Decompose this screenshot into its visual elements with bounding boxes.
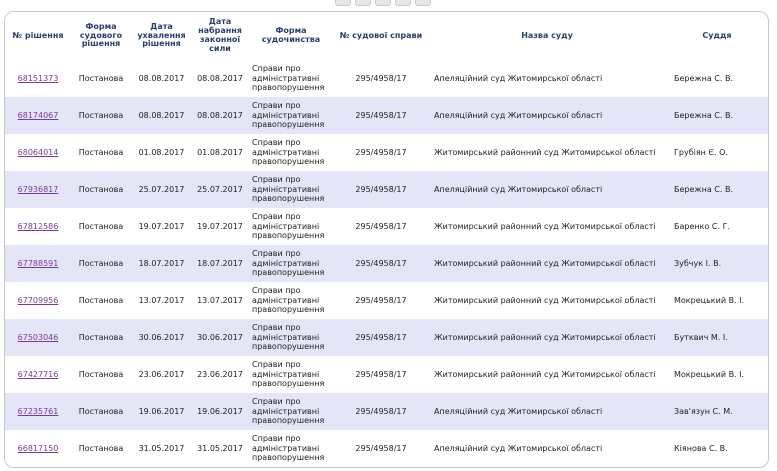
date-adopted-cell: 25.07.2017 <box>131 171 192 208</box>
case-number-cell: 295/4958/17 <box>334 171 428 208</box>
date-effective-cell: 13.07.2017 <box>192 282 248 319</box>
decision-number-link[interactable]: 66817150 <box>17 443 59 453</box>
decision-form-cell: Постанова <box>71 430 131 467</box>
decision-number-cell <box>5 134 71 171</box>
court-name-cell: Апеляційний суд Житомирської області <box>428 393 666 430</box>
proceeding-cell: Справи про адміністративні правопорушення <box>248 208 334 245</box>
date-adopted-cell: 01.08.2017 <box>131 134 192 171</box>
case-number-cell: 295/4958/17 <box>334 134 428 171</box>
court-name-cell: Житомирський районний суд Житомирської області <box>428 208 666 245</box>
col-header-date-effective[interactable]: Дата набрання законної сили <box>192 12 248 60</box>
decision-number-link[interactable]: 68064014 <box>17 147 59 157</box>
court-name-cell: Апеляційний суд Житомирської області <box>428 60 666 97</box>
date-effective-cell: 19.06.2017 <box>192 393 248 430</box>
decision-form-cell: Постанова <box>71 97 131 134</box>
col-header-number[interactable]: № рішення <box>5 12 71 60</box>
decision-number-cell <box>5 430 71 467</box>
decision-form-cell: Постанова <box>71 356 131 393</box>
decision-form-cell: Постанова <box>71 208 131 245</box>
page-tab[interactable] <box>395 0 411 6</box>
proceeding-cell: Справи про адміністративні правопорушення <box>248 393 334 430</box>
date-effective-cell: 18.07.2017 <box>192 245 248 282</box>
decision-number-link[interactable]: 68174067 <box>17 110 59 120</box>
court-name-cell: Апеляційний суд Житомирської області <box>428 430 666 467</box>
judge-cell: Мокрецький В. І. <box>666 282 768 319</box>
case-number-cell: 295/4958/17 <box>334 208 428 245</box>
decision-form-cell: Постанова <box>71 393 131 430</box>
col-header-judge[interactable]: Суддя <box>666 12 768 60</box>
date-effective-cell: 08.08.2017 <box>192 60 248 97</box>
date-adopted-cell: 19.06.2017 <box>131 393 192 430</box>
judge-cell: Зав'язун С. М. <box>666 393 768 430</box>
proceeding-cell: Справи про адміністративні правопорушення <box>248 134 334 171</box>
decision-form-cell: Постанова <box>71 282 131 319</box>
judge-cell: Бутквич М. І. <box>666 319 768 356</box>
date-effective-cell: 01.08.2017 <box>192 134 248 171</box>
judge-cell: Бережна С. В. <box>666 60 768 97</box>
decision-number-cell <box>5 356 71 393</box>
judge-cell: Кіянова С. В. <box>666 430 768 467</box>
decision-number-link[interactable]: 67812586 <box>17 221 59 231</box>
decision-number-cell <box>5 282 71 319</box>
decision-number-link[interactable]: 67709956 <box>17 295 59 305</box>
proceeding-cell: Справи про адміністративні правопорушення <box>248 430 334 467</box>
case-number-cell: 295/4958/17 <box>334 282 428 319</box>
results-table-container <box>4 11 769 468</box>
proceeding-cell: Справи про адміністративні правопорушення <box>248 282 334 319</box>
decision-form-cell: Постанова <box>71 134 131 171</box>
date-adopted-cell: 08.08.2017 <box>131 60 192 97</box>
court-name-cell: Житомирський районний суд Житомирської області <box>428 356 666 393</box>
proceeding-cell: Справи про адміністративні правопорушення <box>248 319 334 356</box>
table-row <box>5 356 768 393</box>
decision-number-cell <box>5 208 71 245</box>
decision-number-cell <box>5 245 71 282</box>
table-body <box>5 60 768 467</box>
date-adopted-cell: 30.06.2017 <box>131 319 192 356</box>
date-adopted-cell: 31.05.2017 <box>131 430 192 467</box>
date-effective-cell: 30.06.2017 <box>192 319 248 356</box>
proceeding-cell: Справи про адміністративні правопорушення <box>248 245 334 282</box>
decision-form-cell: Постанова <box>71 60 131 97</box>
table-row <box>5 60 768 97</box>
decision-number-link[interactable]: 67788591 <box>17 258 59 268</box>
court-name-cell: Апеляційний суд Житомирської області <box>428 97 666 134</box>
decision-number-link[interactable]: 67427716 <box>17 369 59 379</box>
decision-form-cell: Постанова <box>71 319 131 356</box>
table-row <box>5 171 768 208</box>
date-adopted-cell: 13.07.2017 <box>131 282 192 319</box>
pagination-tabs <box>335 0 431 5</box>
decision-number-cell <box>5 97 71 134</box>
table-row <box>5 393 768 430</box>
page-tab[interactable] <box>415 0 431 6</box>
judge-cell: Грубіян Є. О. <box>666 134 768 171</box>
court-name-cell: Житомирський районний суд Житомирської області <box>428 245 666 282</box>
table-row <box>5 319 768 356</box>
table-row <box>5 245 768 282</box>
decision-number-cell <box>5 171 71 208</box>
table-row <box>5 282 768 319</box>
page-tab[interactable] <box>375 0 391 6</box>
decision-number-cell <box>5 319 71 356</box>
date-effective-cell: 08.08.2017 <box>192 97 248 134</box>
date-effective-cell: 25.07.2017 <box>192 171 248 208</box>
col-header-form[interactable]: Форма судового рішення <box>71 12 131 60</box>
decision-number-cell <box>5 60 71 97</box>
date-adopted-cell: 08.08.2017 <box>131 97 192 134</box>
date-adopted-cell: 18.07.2017 <box>131 245 192 282</box>
case-number-cell: 295/4958/17 <box>334 245 428 282</box>
court-name-cell: Житомирський районний суд Житомирської області <box>428 134 666 171</box>
results-table <box>5 12 768 467</box>
case-number-cell: 295/4958/17 <box>334 97 428 134</box>
case-number-cell: 295/4958/17 <box>334 430 428 467</box>
case-number-cell: 295/4958/17 <box>334 393 428 430</box>
date-adopted-cell: 23.06.2017 <box>131 356 192 393</box>
case-number-cell: 295/4958/17 <box>334 60 428 97</box>
decision-form-cell: Постанова <box>71 171 131 208</box>
date-effective-cell: 23.06.2017 <box>192 356 248 393</box>
decision-number-link[interactable]: 67503046 <box>17 332 59 342</box>
table-row <box>5 134 768 171</box>
col-header-proceeding[interactable]: Форма судочинства <box>248 12 334 60</box>
court-name-cell: Житомирський районний суд Житомирської області <box>428 319 666 356</box>
decision-number-link[interactable]: 67936817 <box>17 184 59 194</box>
case-number-cell: 295/4958/17 <box>334 356 428 393</box>
table-header-row <box>5 12 768 60</box>
table-row <box>5 430 768 467</box>
decision-form-cell: Постанова <box>71 245 131 282</box>
judge-cell: Зубчук І. В. <box>666 245 768 282</box>
col-header-date-adopted[interactable]: Дата ухвалення рішення <box>131 12 192 60</box>
proceeding-cell: Справи про адміністративні правопорушення <box>248 60 334 97</box>
court-name-cell: Житомирський районний суд Житомирської області <box>428 282 666 319</box>
proceeding-cell: Справи про адміністративні правопорушення <box>248 171 334 208</box>
table-row <box>5 97 768 134</box>
proceeding-cell: Справи про адміністративні правопорушення <box>248 97 334 134</box>
proceeding-cell: Справи про адміністративні правопорушення <box>248 356 334 393</box>
judge-cell: Бережна С. В. <box>666 171 768 208</box>
decision-number-link[interactable]: 67235761 <box>17 406 59 416</box>
date-adopted-cell: 19.07.2017 <box>131 208 192 245</box>
date-effective-cell: 19.07.2017 <box>192 208 248 245</box>
judge-cell: Баренко С. Г. <box>666 208 768 245</box>
case-number-cell: 295/4958/17 <box>334 319 428 356</box>
judge-cell: Бережна С. В. <box>666 97 768 134</box>
decision-number-link[interactable]: 68151373 <box>17 73 59 83</box>
date-effective-cell: 31.05.2017 <box>192 430 248 467</box>
table-row <box>5 208 768 245</box>
page-tab[interactable] <box>335 0 351 6</box>
court-name-cell: Апеляційний суд Житомирської області <box>428 171 666 208</box>
col-header-court[interactable]: Назва суду <box>428 12 666 60</box>
col-header-case-number[interactable]: № судової справи <box>334 12 428 60</box>
decision-number-cell <box>5 393 71 430</box>
page-tab[interactable] <box>355 0 371 6</box>
judge-cell: Мокрецький В. І. <box>666 356 768 393</box>
